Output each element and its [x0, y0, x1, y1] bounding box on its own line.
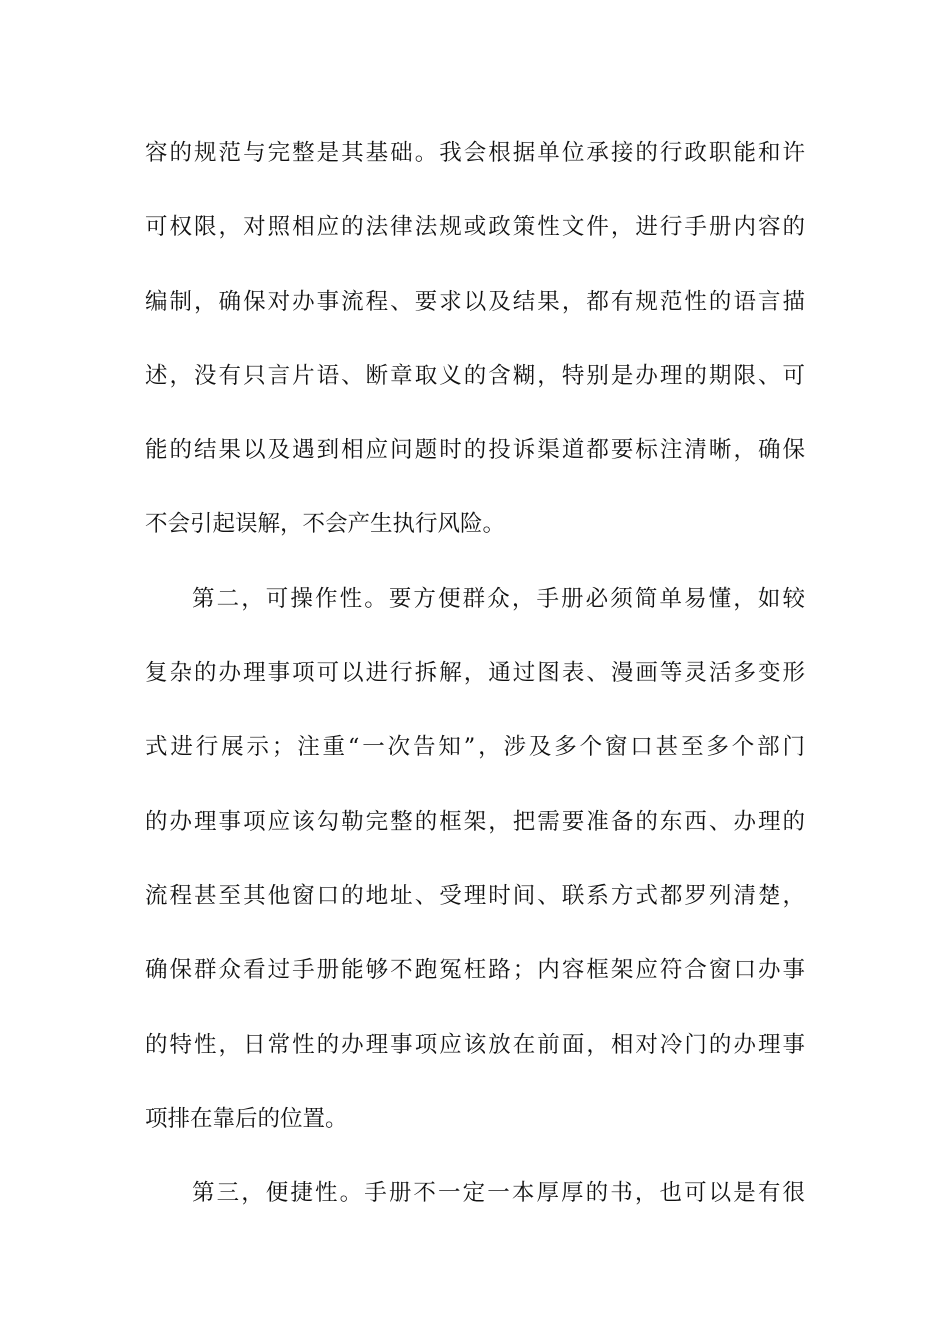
text-line: 第三，便捷性。手册不一定一本厚厚的书，也可以是有很 [192, 1180, 805, 1207]
text-line: 式进行展示；注重“一次告知”，涉及多个窗口甚至多个部门 [145, 734, 805, 761]
text-line: 确保群众看过手册能够不跑冤枉路；内容框架应符合窗口办事 [145, 957, 805, 984]
text-line: 不会引起误解，不会产生执行风险。 [145, 511, 506, 538]
text-line: 可权限，对照相应的法律法规或政策性文件，进行手册内容的 [145, 214, 805, 241]
text-line: 流程甚至其他窗口的地址、受理时间、联系方式都罗列清楚， [145, 882, 805, 909]
text-line: 的特性，日常性的办理事项应该放在前面，相对冷门的办理事 [145, 1031, 805, 1058]
text-line: 述，没有只言片语、断章取义的含糊，特别是办理的期限、可 [145, 362, 805, 389]
text-line: 容的规范与完整是其基础。我会根据单位承接的行政职能和许 [145, 140, 805, 166]
text-line: 项排在靠后的位置。 [145, 1105, 348, 1132]
text-line: 第二，可操作性。要方便群众，手册必须简单易懂，如较 [192, 585, 805, 612]
text-line: 复杂的办理事项可以进行拆解，通过图表、漫画等灵活多变形 [145, 660, 805, 687]
body-text [145, 128, 805, 1242]
text-line: 的办理事项应该勾勒完整的框架，把需要准备的东西、办理的 [145, 808, 805, 835]
text-line: 能的结果以及遇到相应问题时的投诉渠道都要标注清晰，确保 [145, 437, 805, 464]
text-line: 编制，确保对办事流程、要求以及结果，都有规范性的语言描 [145, 288, 805, 315]
